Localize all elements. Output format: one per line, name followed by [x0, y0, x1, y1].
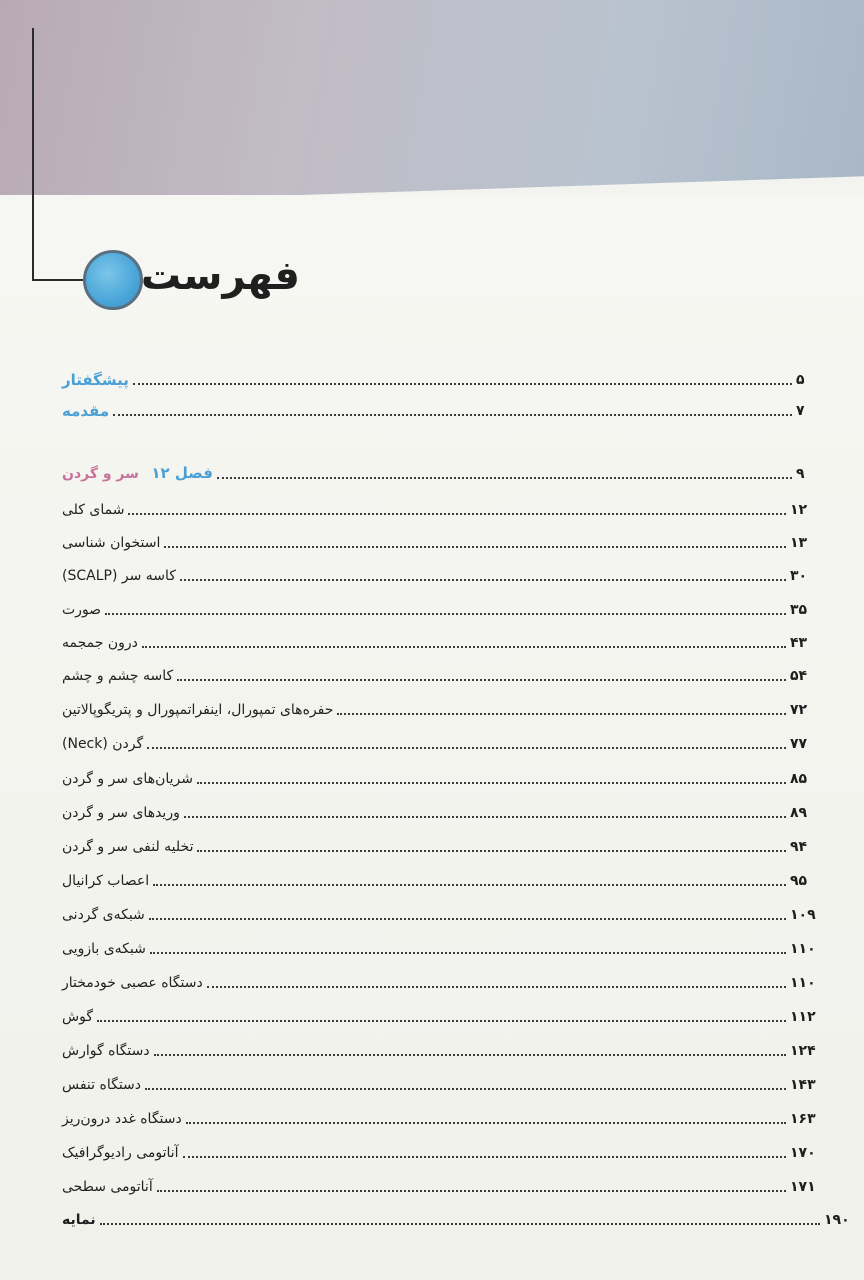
toc-entry-page: ۱۹۰ — [824, 1212, 850, 1228]
dot-leader — [153, 884, 786, 886]
toc-entry-page: ۹ — [796, 466, 805, 482]
dot-leader — [128, 513, 786, 515]
toc-entry-label: دستگاه تنفس — [62, 1077, 142, 1093]
dot-leader — [186, 1122, 786, 1124]
toc-entry[interactable] — [62, 524, 816, 554]
toc-entry[interactable] — [62, 591, 816, 621]
toc-entry-label: نمایه — [62, 1212, 96, 1228]
toc-entry-page: ۱۲۴ — [790, 1043, 816, 1059]
toc-entry-page: ۱۱۰ — [790, 975, 816, 991]
chapter-heading — [62, 463, 213, 485]
toc-entry-page: ۵۴ — [790, 668, 808, 684]
dot-leader — [207, 986, 786, 988]
dot-leader — [177, 679, 786, 681]
toc-entry[interactable] — [62, 828, 816, 858]
toc-entry-page: ۵ — [796, 372, 805, 388]
toc-entry-page: ۱۱۲ — [790, 1009, 816, 1025]
dot-leader — [180, 579, 786, 581]
dot-leader — [100, 1223, 820, 1225]
toc-entry[interactable] — [62, 624, 816, 654]
dot-leader — [217, 477, 792, 479]
toc-entry-page: ۱۷۱ — [790, 1179, 816, 1195]
chapter-number: فصل ۱۲ — [151, 464, 213, 482]
toc-entry-intro[interactable] — [62, 392, 822, 422]
toc-entry[interactable] — [62, 964, 816, 994]
toc-entry-page: ۴۳ — [790, 635, 808, 651]
toc-entry-page: ۷ — [796, 403, 805, 419]
toc-entry-label: استخوان شناسی — [62, 535, 161, 551]
toc-entry-label: کاسه چشم و چشم — [62, 668, 174, 684]
toc-entry[interactable] — [62, 760, 816, 790]
toc-entry-label: شریان‌های سر و گردن — [62, 771, 193, 787]
dot-leader — [105, 613, 786, 615]
toc-entry-label: گوش — [62, 1009, 93, 1025]
toc-entry-label: مقدمه — [62, 402, 110, 420]
toc-entry-label: وریدهای سر و گردن — [62, 805, 180, 821]
chapter-title: سر و گردن — [62, 466, 139, 482]
toc-entry-label: شمای کلی — [62, 502, 125, 518]
toc-entry[interactable] — [62, 725, 816, 755]
toc-entry[interactable] — [62, 794, 816, 824]
dot-leader — [133, 383, 792, 385]
toc-entry-page: ۳۵ — [790, 602, 808, 618]
toc-entry-page: ۱۰۹ — [790, 907, 816, 923]
dot-leader — [145, 1088, 786, 1090]
dot-leader — [154, 1054, 786, 1056]
toc-entry[interactable] — [62, 1168, 816, 1198]
toc-entry[interactable] — [62, 862, 816, 892]
dot-leader — [157, 1190, 786, 1192]
dot-leader — [113, 414, 792, 416]
toc-entry-page: ۷۲ — [790, 702, 808, 718]
toc-entry-label: دستگاه عصبی خودمختار — [62, 975, 203, 991]
toc-entry-page: ۷۷ — [790, 736, 808, 752]
toc-entry-label: حفره‌های تمپورال، اینفراتمپورال و پتریگوپالاتین — [62, 702, 334, 718]
toc-entry[interactable] — [62, 1100, 816, 1130]
toc-entry-page: ۱۲ — [790, 502, 808, 518]
toc-entry-label: شبکه‌ی گردنی — [62, 907, 145, 923]
dot-leader — [197, 850, 786, 852]
toc-entry-label: کاسه سر (SCALP) — [62, 568, 176, 584]
toc-entry-label: آناتومی سطحی — [62, 1179, 153, 1195]
toc-entry-page: ۱۱۰ — [790, 941, 816, 957]
toc-entry-label: آناتومی رادیوگرافیک — [62, 1145, 179, 1161]
toc-entry[interactable] — [62, 691, 816, 721]
toc-entry-preface[interactable] — [62, 361, 822, 391]
toc-entry-chapter[interactable] — [62, 455, 822, 485]
toc-entry[interactable] — [62, 1066, 816, 1096]
dot-leader — [184, 816, 786, 818]
dot-leader — [197, 782, 786, 784]
toc-entry[interactable] — [62, 930, 816, 960]
toc-entry[interactable] — [62, 1134, 816, 1164]
toc-entry-label: اعصاب کرانیال — [62, 873, 150, 889]
dot-leader — [183, 1156, 786, 1158]
dot-leader — [150, 952, 786, 954]
toc-entry-label: شبکه‌ی بازویی — [62, 941, 146, 957]
toc-entry-label: گردن (Neck) — [62, 736, 144, 752]
toc-entry-label: تخلیه لنفی سر و گردن — [62, 839, 194, 855]
toc-entry[interactable] — [62, 1032, 816, 1062]
toc-entry[interactable] — [62, 657, 816, 687]
toc-entry[interactable] — [62, 896, 816, 926]
toc-entry[interactable] — [62, 557, 816, 587]
toc-entry-page: ۱۳ — [790, 535, 808, 551]
toc-entry-page: ۹۵ — [790, 873, 808, 889]
toc-entry-label: درون جمجمه — [62, 635, 138, 651]
toc-entry-label: پیشگفتار — [62, 371, 129, 389]
toc-entry[interactable] — [62, 491, 816, 521]
page-title: فهرست — [140, 253, 300, 299]
toc-entry-index[interactable] — [62, 1201, 850, 1231]
toc-entry-page: ۸۵ — [790, 771, 808, 787]
dot-leader — [337, 713, 786, 715]
toc-entry-page: ۱۴۳ — [790, 1077, 816, 1093]
toc-entry[interactable] — [62, 998, 816, 1028]
toc-entry-label: دستگاه غدد درون‌ریز — [62, 1111, 182, 1127]
dot-leader — [149, 918, 786, 920]
toc-entry-label: دستگاه گوارش — [62, 1043, 150, 1059]
dot-leader — [164, 546, 786, 548]
toc-entry-page: ۸۹ — [790, 805, 808, 821]
toc-entry-page: ۳۰ — [790, 568, 808, 584]
dot-leader — [97, 1020, 786, 1022]
toc-entry-label: صورت — [62, 602, 102, 618]
dot-leader — [147, 747, 786, 749]
dot-leader — [142, 646, 786, 648]
toc-entry-page: ۹۴ — [790, 839, 808, 855]
toc-entry-page: ۱۷۰ — [790, 1145, 816, 1161]
toc-entry-page: ۱۶۳ — [790, 1111, 816, 1127]
